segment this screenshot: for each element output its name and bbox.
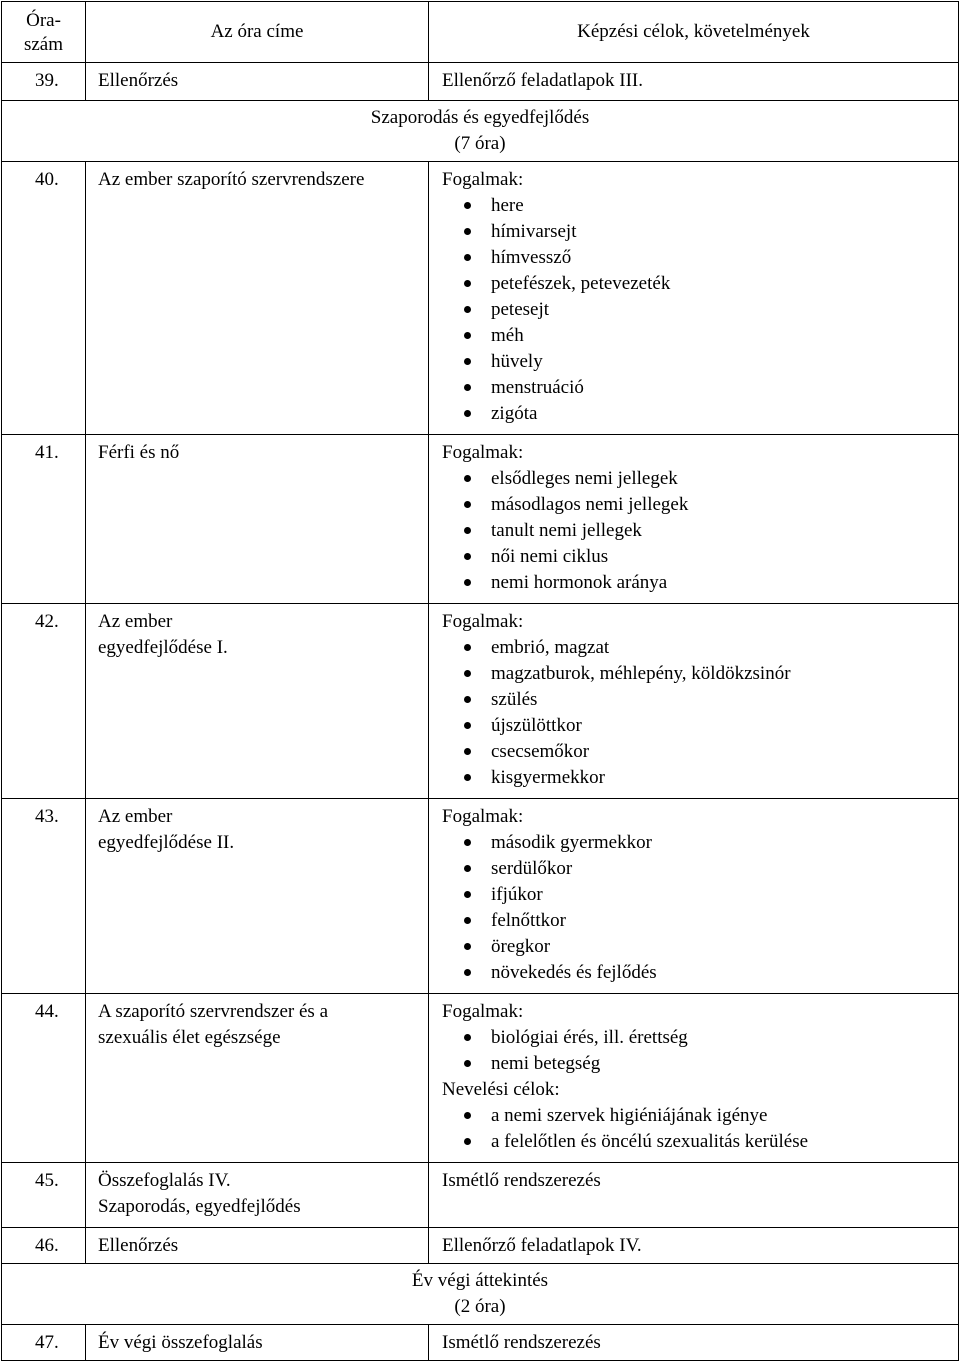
list-item: embrió, magzat bbox=[442, 635, 958, 661]
list-item: kisgyermekkor bbox=[442, 765, 958, 791]
list-item: szülés bbox=[442, 687, 958, 713]
lesson-goal: Ellenőrző feladatlapok III. bbox=[429, 63, 959, 101]
table-row bbox=[2, 604, 959, 799]
lesson-number: 40. bbox=[2, 162, 86, 435]
section-row bbox=[2, 1264, 959, 1325]
list-item: menstruáció bbox=[442, 375, 958, 401]
section-heading bbox=[2, 1264, 959, 1325]
lesson-title bbox=[86, 604, 429, 799]
table-row bbox=[2, 994, 959, 1163]
list-item: hímvessző bbox=[442, 245, 958, 271]
lesson-title: Ellenőrzés bbox=[86, 1228, 429, 1264]
lesson-title-line: Szaporodás, egyedfejlődés bbox=[98, 1196, 301, 1217]
list-item: felnőttkor bbox=[442, 908, 958, 934]
list-item: női nemi ciklus bbox=[442, 544, 958, 570]
list-item: elsődleges nemi jellegek bbox=[442, 466, 958, 492]
education-goal-list bbox=[442, 1103, 958, 1155]
table-row bbox=[2, 162, 959, 435]
lesson-number: 45. bbox=[2, 1163, 86, 1228]
lesson-number: 46. bbox=[2, 1228, 86, 1264]
list-item: a nemi szervek higiéniájának igénye bbox=[442, 1103, 958, 1129]
list-item: nemi hormonok aránya bbox=[442, 570, 958, 596]
table-row bbox=[2, 799, 959, 994]
lesson-goal: Ellenőrző feladatlapok IV. bbox=[429, 1228, 959, 1264]
lesson-number: 43. bbox=[2, 799, 86, 994]
lesson-number: 47. bbox=[2, 1325, 86, 1361]
header-lesson-title: Az óra címe bbox=[86, 2, 429, 63]
lesson-title: Év végi összefoglalás bbox=[86, 1325, 429, 1361]
header-lesson-number bbox=[2, 2, 86, 63]
list-item: biológiai érés, ill. érettség bbox=[442, 1025, 958, 1051]
lesson-title-line: egyedfejlődése I. bbox=[98, 637, 228, 658]
list-item: here bbox=[442, 193, 958, 219]
lesson-title-line: A szaporító szervrendszer és a bbox=[98, 1001, 329, 1022]
list-item: magzatburok, méhlepény, köldökzsinór bbox=[442, 661, 958, 687]
table-row bbox=[2, 1325, 959, 1361]
lesson-number: 42. bbox=[2, 604, 86, 799]
list-item: csecsemőkor bbox=[442, 739, 958, 765]
concepts-label: Fogalmak: bbox=[442, 611, 524, 632]
lesson-goal: Ismétlő rendszerezés bbox=[429, 1325, 959, 1361]
list-item: újszülöttkor bbox=[442, 713, 958, 739]
lesson-goal: Ismétlő rendszerezés bbox=[429, 1163, 959, 1228]
lesson-title-line: Az ember bbox=[98, 611, 173, 632]
concepts-label: Fogalmak: bbox=[442, 442, 524, 463]
concept-list bbox=[442, 193, 958, 427]
lesson-title: Ellenőrzés bbox=[86, 63, 429, 101]
list-item: második gyermekkor bbox=[442, 830, 958, 856]
lesson-title bbox=[86, 1163, 429, 1228]
list-item: serdülőkor bbox=[442, 856, 958, 882]
lesson-title bbox=[86, 994, 429, 1163]
lesson-number: 39. bbox=[2, 63, 86, 101]
lesson-goal bbox=[429, 604, 959, 799]
section-row bbox=[2, 101, 959, 162]
header-number-line2: szám bbox=[23, 34, 64, 55]
header-number-line1: Óra- bbox=[26, 10, 61, 31]
lesson-title-line: Összefoglalás IV. bbox=[98, 1170, 231, 1191]
table-row bbox=[2, 1228, 959, 1264]
list-item: tanult nemi jellegek bbox=[442, 518, 958, 544]
list-item: zigóta bbox=[442, 401, 958, 427]
lesson-goal bbox=[429, 994, 959, 1163]
section-hours: (7 óra) bbox=[454, 133, 506, 154]
concepts-label: Fogalmak: bbox=[442, 169, 524, 190]
list-item: méh bbox=[442, 323, 958, 349]
section-title: Év végi áttekintés bbox=[411, 1270, 549, 1291]
list-item: ifjúkor bbox=[442, 882, 958, 908]
section-heading bbox=[2, 101, 959, 162]
list-item: petefészek, petevezeték bbox=[442, 271, 958, 297]
list-item: öregkor bbox=[442, 934, 958, 960]
table-row bbox=[2, 63, 959, 101]
lesson-goal bbox=[429, 162, 959, 435]
lesson-title: Férfi és nő bbox=[86, 435, 429, 604]
list-item: a felelőtlen és öncélú szexualitás kerülése bbox=[442, 1129, 958, 1155]
concept-list bbox=[442, 1025, 958, 1077]
curriculum-table bbox=[1, 1, 959, 1361]
list-item: nemi betegség bbox=[442, 1051, 958, 1077]
list-item: hüvely bbox=[442, 349, 958, 375]
list-item: petesejt bbox=[442, 297, 958, 323]
lesson-title bbox=[86, 799, 429, 994]
section-title: Szaporodás és egyedfejlődés bbox=[370, 107, 590, 128]
table-row bbox=[2, 435, 959, 604]
table-row bbox=[2, 1163, 959, 1228]
section-hours: (2 óra) bbox=[454, 1296, 506, 1317]
lesson-title-line: Az ember bbox=[98, 806, 173, 827]
list-item: hímivarsejt bbox=[442, 219, 958, 245]
education-goals-label: Nevelési célok: bbox=[442, 1079, 560, 1100]
concept-list bbox=[442, 466, 958, 596]
concepts-label: Fogalmak: bbox=[442, 1001, 524, 1022]
lesson-title: Az ember szaporító szervrendszere bbox=[86, 162, 429, 435]
lesson-number: 44. bbox=[2, 994, 86, 1163]
lesson-goal bbox=[429, 435, 959, 604]
lesson-number: 41. bbox=[2, 435, 86, 604]
concepts-label: Fogalmak: bbox=[442, 806, 524, 827]
concept-list bbox=[442, 830, 958, 986]
lesson-title-line: szexuális élet egészsége bbox=[98, 1027, 281, 1048]
lesson-goal bbox=[429, 799, 959, 994]
lesson-title-line: egyedfejlődése II. bbox=[98, 832, 235, 853]
concept-list bbox=[442, 635, 958, 791]
list-item: másodlagos nemi jellegek bbox=[442, 492, 958, 518]
header-goals: Képzési célok, követelmények bbox=[429, 2, 959, 63]
header-row bbox=[2, 2, 959, 63]
list-item: növekedés és fejlődés bbox=[442, 960, 958, 986]
